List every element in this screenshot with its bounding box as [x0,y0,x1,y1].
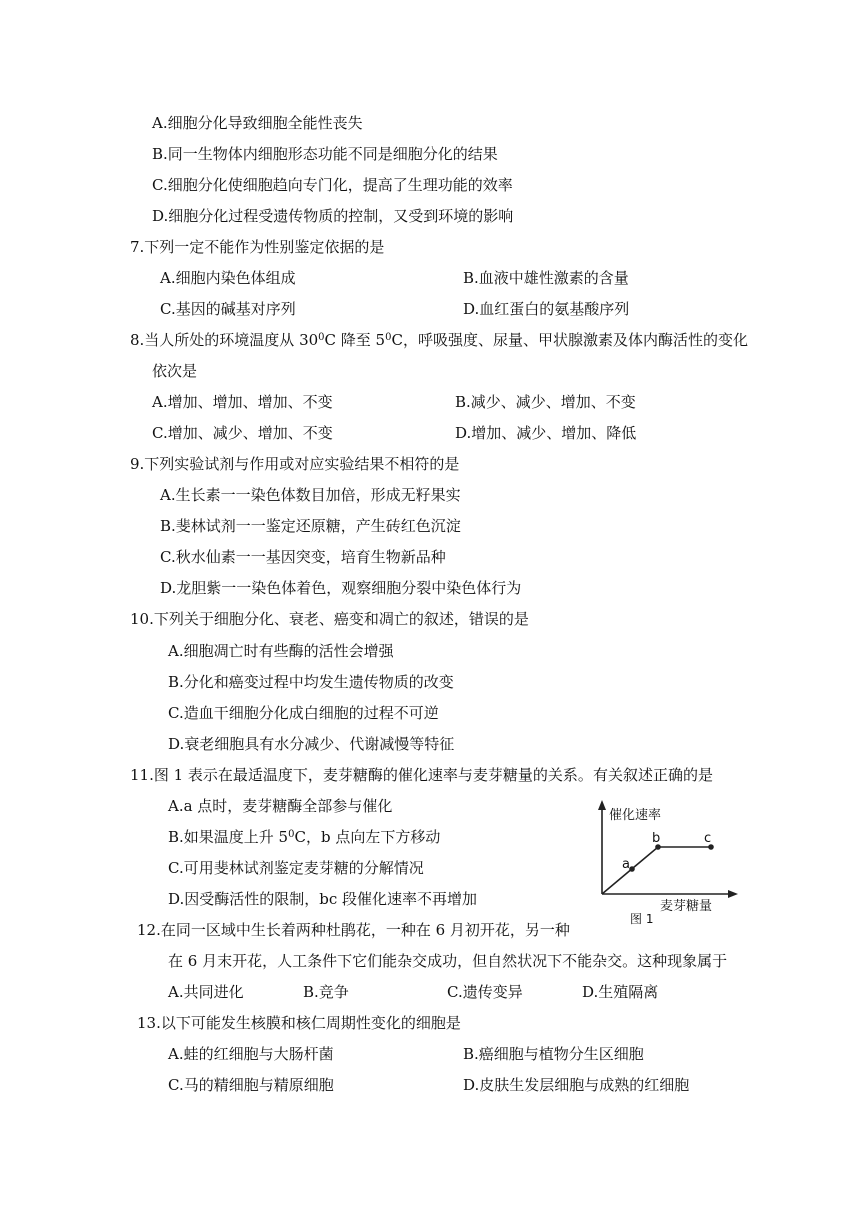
point-a-marker [629,866,635,872]
q12-option-c: C.遗传变异 [447,983,523,1001]
q8-stem-line2: 依次是 [152,362,198,380]
q11-option-c: C.可用斐林试剂鉴定麦芽糖的分解情况 [168,859,424,877]
q9-option-d: D.龙胆紫一一染色体着色，观察细胞分裂中染色体行为 [160,579,522,597]
q11-option-b-part2: C，b 点向左下方移动 [294,828,441,846]
q12-stem-line1: 12.在同一区域中生长着两种杜鹃花，一种在 6 月初开花，另一种 [137,921,570,939]
y-axis-label: 催化速率 [609,808,662,823]
q8-option-c: C.增加、减少、增加、不变 [152,424,333,442]
q10-option-b: B.分化和癌变过程中均发生遗传物质的改变 [168,673,454,691]
q10-option-c: C.造血干细胞分化成白细胞的过程不可逆 [168,704,439,722]
q9-stem: 9.下列实验试剂与作用或对应实验结果不相符的是 [130,455,460,473]
q13-option-d: D.皮肤生发层细胞与成熟的红细胞 [463,1076,690,1094]
q13-stem: 13.以下可能发生核膜和核仁周期性变化的细胞是 [137,1014,461,1032]
q12-stem-line2: 在 6 月末开花，人工条件下它们能杂交成功，但自然状况下不能杂交。这种现象属于 [168,952,728,970]
q12-option-d: D.生殖隔离 [582,983,659,1001]
q9-option-b: B.斐林试剂一一鉴定还原糖，产生砖红色沉淀 [160,517,461,535]
q8-stem-part3: C，呼吸强度、尿量、甲状腺激素及体内酶活性的变化 [391,331,748,349]
point-b-label: b [652,831,661,846]
q10-stem: 10.下列关于细胞分化、衰老、癌变和凋亡的叙述，错误的是 [130,610,529,628]
point-c-label: c [704,831,712,846]
y-axis-arrow [598,800,606,810]
q6-option-d: D.细胞分化过程受遗传物质的控制，又受到环境的影响 [152,207,514,225]
q10-option-d: D.衰老细胞具有水分减少、代谢减慢等特征 [168,735,455,753]
figure-1 [570,796,740,936]
q6-option-a: A.细胞分化导致细胞全能性丧失 [152,114,363,132]
q6-option-c: C.细胞分化使细胞趋向专门化，提高了生理功能的效率 [152,176,513,194]
q13-option-b: B.癌细胞与植物分生区细胞 [463,1045,644,1063]
q12-option-a: A.共同进化 [168,983,244,1001]
x-axis-label: 麦芽糖量 [660,899,713,914]
q8-degree-sup2: 0 [385,332,392,343]
rate-curve [602,847,712,894]
q6-option-b: B.同一生物体内细胞形态功能不同是细胞分化的结果 [152,145,498,163]
point-a-label: a [622,857,630,872]
q7-option-c: C.基因的碱基对序列 [160,300,296,318]
q7-stem: 7.下列一定不能作为性别鉴定依据的是 [130,238,385,256]
q13-option-a: A.蛙的红细胞与大肠杆菌 [168,1045,334,1063]
q7-option-b: B.血液中雄性激素的含量 [463,269,629,287]
q8-stem [130,330,748,350]
q13-option-c: C.马的精细胞与精原细胞 [168,1076,334,1094]
q7-option-a: A.细胞内染色体组成 [160,269,296,287]
x-axis-arrow [728,890,738,898]
q11-option-a: A.a 点时，麦芽糖酶全部参与催化 [168,797,393,815]
q11-stem: 11.图 1 表示在最适温度下，麦芽糖酶的催化速率与麦芽糖量的关系。有关叙述正确的是 [130,766,713,784]
figure-caption: 图 1 [630,912,654,926]
q8-stem-part2: C 降至 5 [324,331,386,349]
q8-option-a: A.增加、增加、增加、不变 [152,393,333,411]
q11-option-d: D.因受酶活性的限制，bc 段催化速率不再增加 [168,890,478,908]
q9-option-a: A.生长素一一染色体数目加倍，形成无籽果实 [160,486,461,504]
q10-option-a: A.细胞凋亡时有些酶的活性会增强 [168,642,394,660]
q7-option-d: D.血红蛋白的氨基酸序列 [463,300,630,318]
q11-option-b [168,827,440,847]
q11-degree-sup: 0 [288,829,295,840]
q8-degree-sup1: 0 [318,332,325,343]
q9-option-c: C.秋水仙素一一基因突变，培育生物新品种 [160,548,446,566]
q8-option-d: D.增加、减少、增加、降低 [455,424,637,442]
q8-stem-part1: 8.当人所处的环境温度从 30 [130,331,319,349]
figure-1-svg [570,796,740,936]
q12-option-b: B.竞争 [303,983,349,1001]
q8-option-b: B.减少、减少、增加、不变 [455,393,636,411]
q11-option-b-part1: B.如果温度上升 5 [168,828,289,846]
